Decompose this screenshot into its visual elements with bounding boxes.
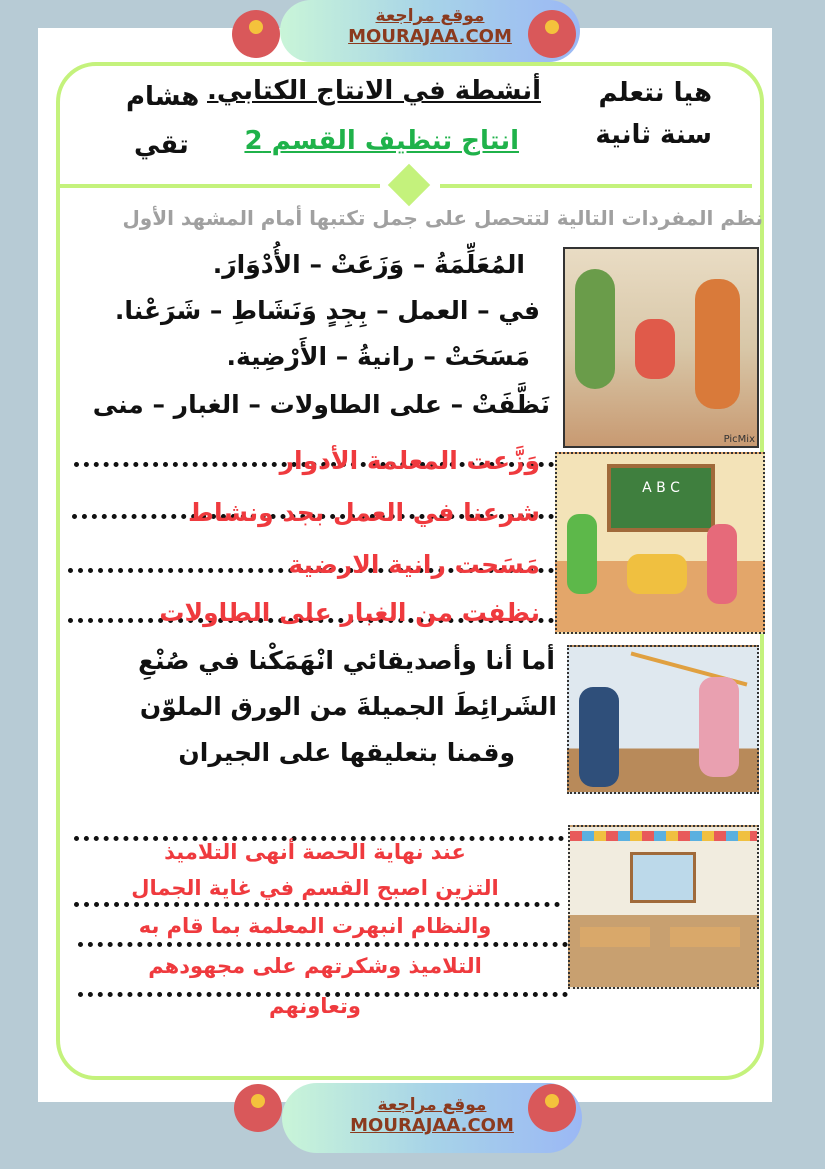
answer-line [74, 902, 560, 907]
answer-text[interactable]: شرعنا في العمل بجد ونشاط [188, 498, 540, 527]
desk [580, 927, 650, 947]
final-answer-line[interactable]: عند نهاية الحصة أنهى التلاميذ [164, 840, 466, 864]
paragraph-line: الشَرائِطَ الجميلةَ من الورق الملوّن [139, 692, 557, 721]
book-icon [545, 1094, 559, 1108]
word-group: مَسَحَتْ – رانيةُ – الأَرْضِية. [226, 342, 530, 371]
site-logo [232, 10, 280, 58]
book-icon [251, 1094, 265, 1108]
answer-text[interactable]: وَزَّعت المعلمة الأدوار [279, 446, 540, 475]
figure-child [635, 319, 675, 379]
site-logo [528, 1084, 576, 1132]
answer-text[interactable]: مَسَحت رانية الارضية [288, 550, 540, 579]
final-answer-line[interactable]: وتعاونهم [269, 994, 361, 1018]
author-last-name: تقي [134, 130, 189, 160]
instruction: نظم المفردات التالية لتتحصل على جمل تكتبها أمام المشهد الأول [122, 206, 763, 230]
worksheet-subtitle: انتاج تنظيف القسم 2 [244, 126, 519, 156]
final-answer-line[interactable]: التلاميذ وشكرتهم على مجهودهم [148, 954, 482, 978]
header-right-line2: سنة ثانية [595, 120, 712, 150]
worksheet-title: أنشطة في الانتاج الكتابي. [207, 76, 541, 106]
book-icon [545, 20, 559, 34]
site-badge-arabic: موقع مراجعة [375, 6, 485, 26]
window [630, 852, 696, 903]
figure-girl [695, 279, 740, 409]
divider-left [60, 184, 380, 188]
divider-right [440, 184, 752, 188]
answer-text[interactable]: نظفت من الغبار على الطاولات [159, 598, 540, 627]
figure-teacher [575, 269, 615, 389]
scene-image-classroom [568, 825, 759, 989]
site-badge-domain: MOURAJAA.COM [350, 1115, 514, 1136]
final-answer-line[interactable]: والنظام انبهرت المعلمة بما قام به [138, 914, 492, 938]
word-group: نَظَّفَتْ – على الطاولات – الغبار – منى [92, 390, 550, 419]
figure-boy [579, 687, 619, 787]
figure-teacher [699, 677, 739, 777]
figure-child [627, 554, 687, 594]
scene-image-plants [563, 247, 759, 448]
chalkboard: A B C [607, 464, 715, 532]
header-right-line1: هيا نتعلم [598, 78, 712, 108]
paragraph-line: أما أنا وأصديقائي انْهَمَكْنا في صُنْعِ [138, 646, 555, 675]
figure-child [707, 524, 737, 604]
scene-image-decorating [567, 645, 759, 794]
figure-child [567, 514, 597, 594]
book-icon [249, 20, 263, 34]
word-group: في – العمل – بِجِدٍ وَنَشَاطِ – شَرَعْنا. [114, 296, 540, 325]
bunting [570, 831, 757, 841]
image-watermark: PicMix [723, 434, 755, 445]
author-first-name: هشام [126, 82, 200, 112]
scene-image-cleaning [555, 452, 765, 634]
paragraph-line: وقمنا بتعليقها على الجيران [178, 738, 515, 767]
site-badge-domain: MOURAJAA.COM [348, 26, 512, 47]
final-answer-line[interactable]: التزين اصبح القسم في غاية الجمال [131, 876, 499, 900]
site-logo [528, 10, 576, 58]
word-group: المُعَلِّمَةُ – وَزَعَتْ – الأُدْوَارَ. [212, 250, 525, 279]
answer-line [78, 942, 568, 947]
site-badge-arabic: موقع مراجعة [377, 1095, 487, 1115]
site-logo [234, 1084, 282, 1132]
desk [670, 927, 740, 947]
